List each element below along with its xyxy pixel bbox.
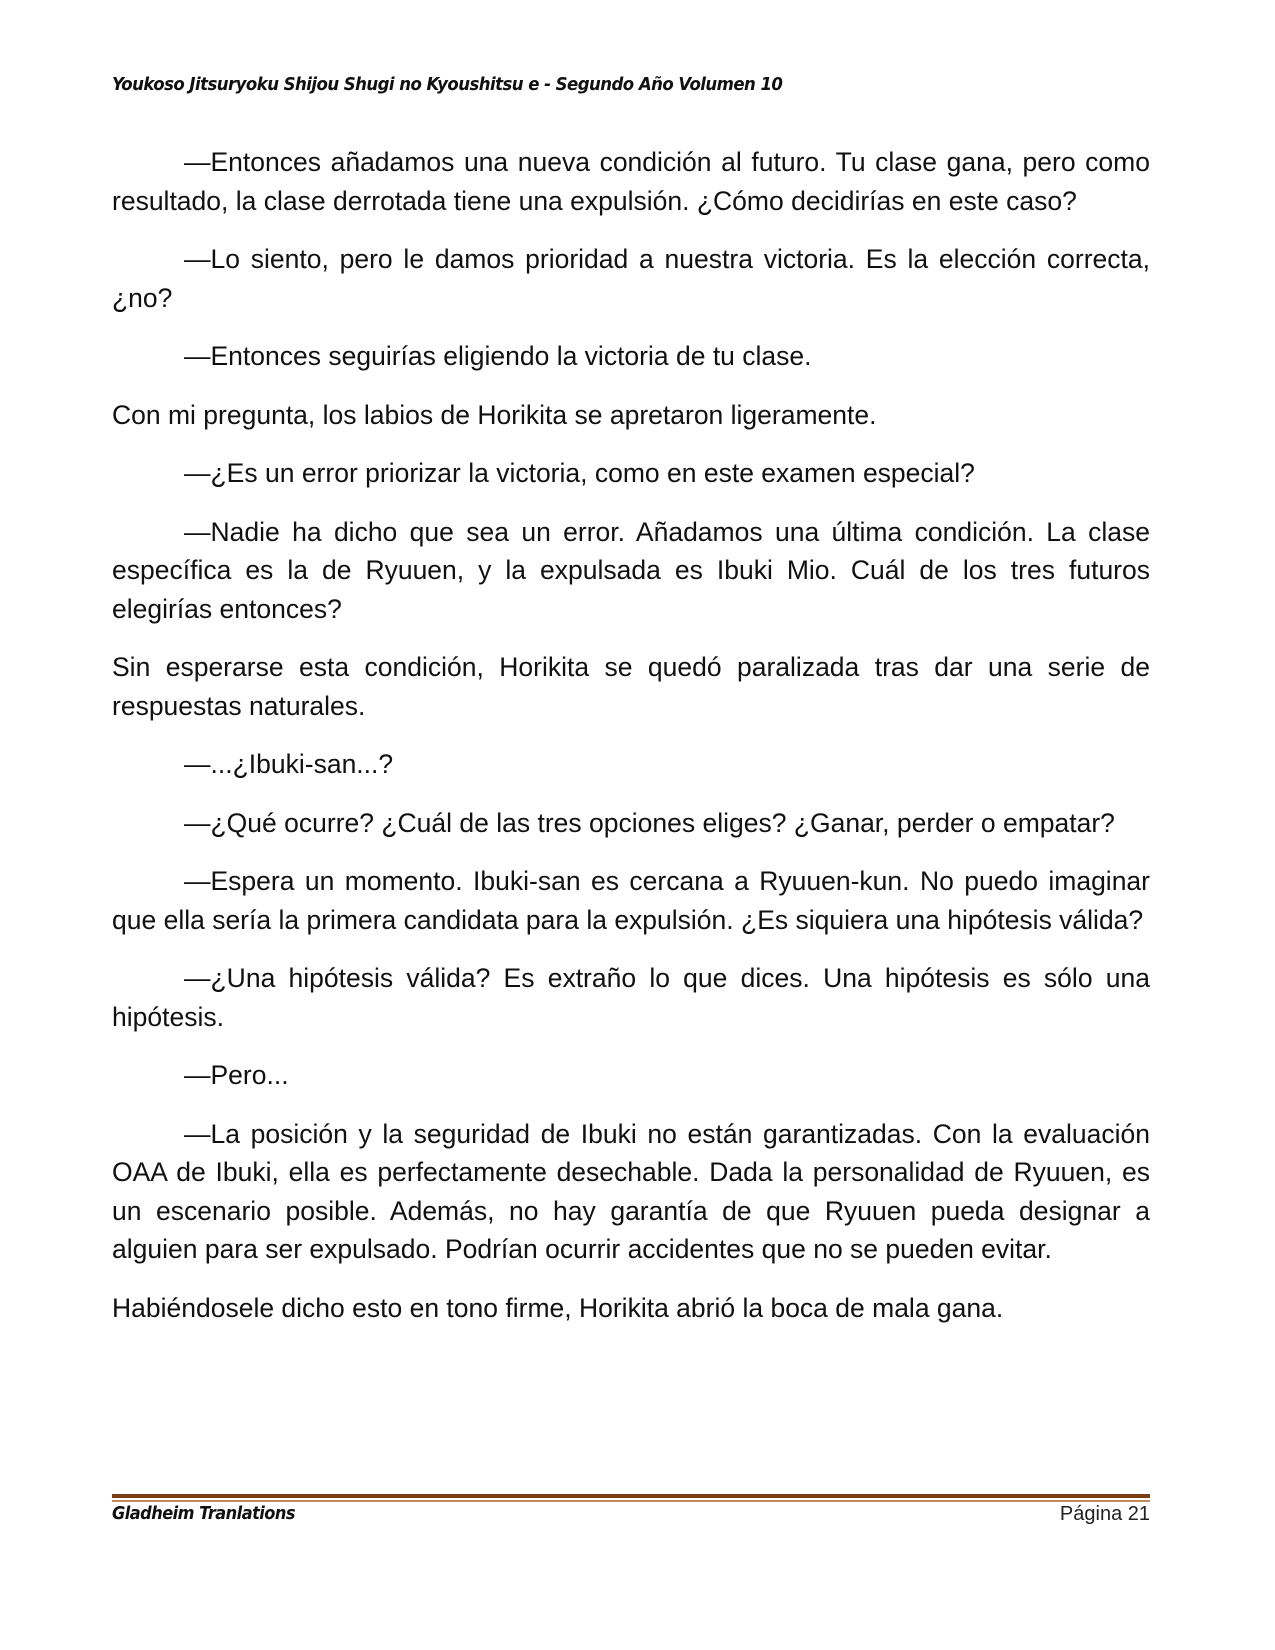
paragraph: —Entonces seguirías eligiendo la victoria de tu clase. [184, 341, 812, 371]
paragraph: —La posición y la seguridad de Ibuki no están garantizadas. Con la evaluación OAA de Ibuki, ella es perfectamente desechable. Dada la personalidad de Ryuuen, es un escenario posible. Además, no hay garantía de que Ryuuen pueda designar a alguien para ser expulsado. Podrían ocurrir accidentes que no se pueden evitar. [112, 1118, 1150, 1264]
footer-rule-thick [112, 1494, 1150, 1498]
paragraph: —Nadie ha dicho que sea un error. Añadamos una última condición. La clase específica es la de Ryuuen, y la expulsada es Ibuki Mio. Cuál de los tres futuros elegirías entonces? [112, 516, 1150, 624]
footer-rule [112, 1494, 1150, 1502]
footer-credit: Gladheim Tranlations [112, 1503, 295, 1524]
page-body [112, 143, 1150, 1347]
paragraph: —¿Qué ocurre? ¿Cuál de las tres opciones eliges? ¿Ganar, perder o empatar? [184, 807, 1115, 838]
paragraph: Habiéndosele dicho esto en tono firme, Horikita abrió la boca de mala gana. [112, 1292, 1004, 1323]
paragraph: —¿Es un error priorizar la victoria, como en este examen especial? [184, 458, 975, 488]
footer-rule-thin [112, 1500, 1150, 1502]
paragraph: Con mi pregunta, los labios de Horikita se apretaron ligeramente. [112, 399, 877, 430]
page-number: Página 21 [1059, 1503, 1150, 1525]
paragraph: —Pero... [184, 1060, 289, 1090]
paragraph: —Entonces añadamos una nueva condición al futuro. Tu clase gana, pero como resultado, la clase derrotada tiene una expulsión. ¿Cómo decidirías en este caso? [112, 147, 1150, 216]
running-header: Youkoso Jitsuryoku Shijou Shugi no Kyoushitsu e - Segundo Año Volumen 10 [112, 74, 783, 95]
paragraph: —Espera un momento. Ibuki-san es cercana a Ryuuen-kun. No puedo imaginar que ella sería la primera candidata para la expulsión. ¿Es siquiera una hipótesis válida? [112, 866, 1150, 935]
paragraph: —Lo siento, pero le damos prioridad a nuestra victoria. Es la elección correcta, ¿no? [112, 244, 1150, 313]
paragraph: —...¿Ibuki-san...? [184, 749, 394, 779]
paragraph: Sin esperarse esta condición, Horikita se quedó paralizada tras dar una serie de respuestas naturales. [112, 652, 1150, 721]
paragraph: —¿Una hipótesis válida? Es extraño lo que dices. Una hipótesis es sólo una hipótesis. [112, 963, 1150, 1032]
